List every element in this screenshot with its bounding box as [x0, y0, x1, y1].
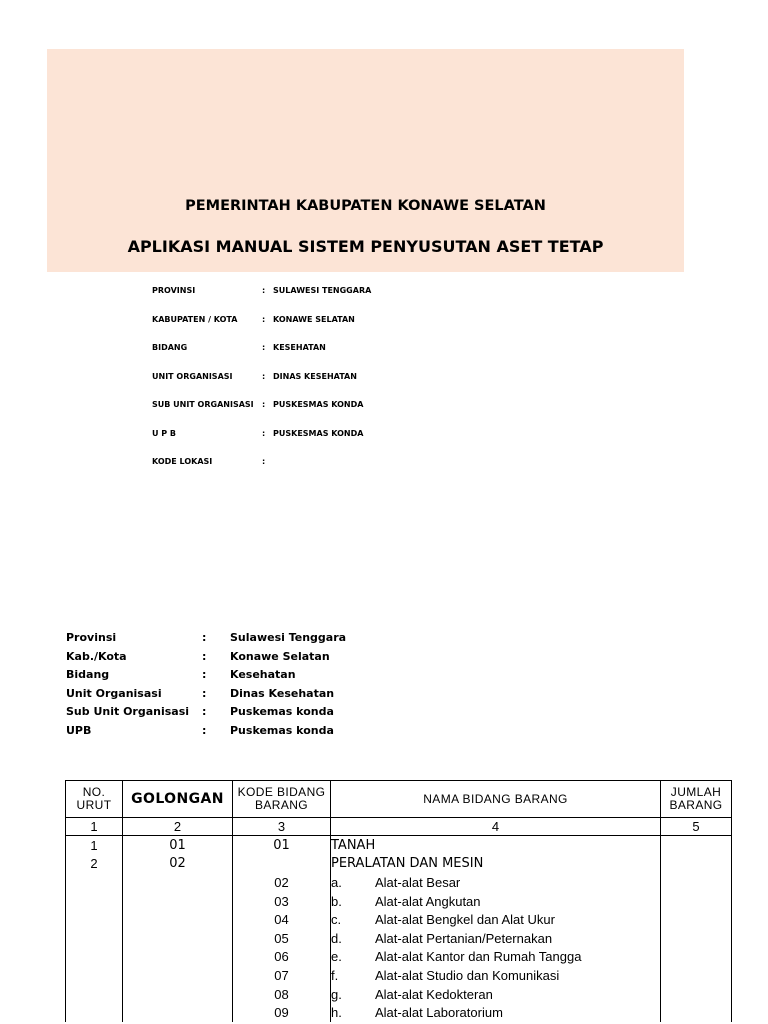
info-separator: :: [202, 631, 207, 644]
cell-golongan: [123, 910, 233, 929]
table-row: [66, 873, 732, 892]
cell-kode-bidang: [233, 855, 331, 874]
info-value: KONAWE SELATAN: [273, 314, 355, 324]
cell-nama-bidang: [331, 836, 661, 855]
info-value: Kesehatan: [230, 668, 296, 682]
info-label: Provinsi: [66, 631, 117, 644]
item-letter: b.: [331, 893, 342, 909]
cell-no-urut: [66, 929, 123, 948]
cell-jumlah-barang: [661, 892, 732, 911]
item-letter: a.: [331, 874, 342, 890]
cell-kode-bidang: 01: [233, 836, 331, 855]
cell-kode-bidang: 06: [233, 948, 331, 967]
cell-nama-bidang: [331, 892, 661, 911]
info-label: Kab./Kota: [66, 649, 127, 663]
info-label: BIDANG: [152, 343, 188, 352]
cell-no-urut: [66, 1003, 123, 1022]
government-title: PEMERINTAH KABUPATEN KONAWE SELATAN: [185, 198, 546, 214]
cell-no-urut: [66, 985, 123, 1004]
cell-kode-bidang: 07: [233, 966, 331, 985]
item-name: PERALATAN DAN MESIN: [331, 856, 484, 872]
table-row: [66, 1003, 732, 1022]
item-name: Alat-alat Studio dan Komunikasi: [375, 967, 560, 983]
info-value: SULAWESI TENGGARA: [273, 286, 372, 295]
header-golongan: GOLONGAN: [123, 781, 233, 818]
info-value: Puskemas konda: [230, 723, 334, 737]
info-separator: :: [202, 649, 207, 663]
cell-golongan: [123, 873, 233, 892]
cell-nama-bidang: [331, 948, 661, 967]
item-name: Alat-alat Laboratorium: [375, 1005, 503, 1021]
item-name: TANAH: [331, 837, 376, 853]
item-name: Alat-alat Besar: [375, 874, 461, 890]
info-separator: :: [262, 457, 266, 466]
item-name: Alat-alat Kedokteran: [375, 986, 493, 1002]
table-row: [66, 985, 732, 1004]
cell-golongan: [123, 966, 233, 985]
title-banner: [47, 49, 684, 272]
column-index: 5: [661, 818, 732, 836]
info-label: Sub Unit Organisasi: [66, 705, 190, 719]
column-index: 2: [123, 818, 233, 836]
cell-jumlah-barang: [661, 836, 732, 855]
cell-nama-bidang: [331, 1003, 661, 1022]
header-jumlah-barang: JUMLAH BARANG: [661, 781, 732, 818]
cell-golongan: [123, 929, 233, 948]
info-separator: :: [202, 705, 207, 719]
cell-kode-bidang: 04: [233, 910, 331, 929]
item-name: Alat-alat Kantor dan Rumah Tangga: [375, 949, 582, 965]
item-letter: d.: [331, 930, 342, 946]
column-index: 3: [233, 818, 331, 836]
info-value: Konawe Selatan: [230, 649, 330, 663]
info-separator: :: [202, 723, 207, 737]
item-letter: g.: [331, 986, 342, 1002]
cell-jumlah-barang: [661, 966, 732, 985]
cell-kode-bidang: 08: [233, 985, 331, 1004]
cell-no-urut: [66, 910, 123, 929]
cell-no-urut: [66, 948, 123, 967]
info-label: UNIT ORGANISASI: [152, 371, 233, 381]
info-separator: :: [202, 686, 207, 700]
info-separator: :: [262, 400, 266, 409]
table-row: [66, 948, 732, 967]
cell-golongan: 01: [123, 836, 233, 855]
cell-jumlah-barang: [661, 910, 732, 929]
cell-jumlah-barang: [661, 873, 732, 892]
cell-kode-bidang: 05: [233, 929, 331, 948]
info-label: UPB: [66, 723, 92, 737]
info-label: Bidang: [66, 668, 110, 682]
cell-golongan: 02: [123, 855, 233, 874]
item-letter: e.: [331, 949, 342, 965]
info-label: PROVINSI: [152, 286, 196, 295]
info-value: KESEHATAN: [273, 343, 326, 352]
cell-nama-bidang: [331, 929, 661, 948]
info-separator: :: [262, 428, 266, 438]
info-label: SUB UNIT ORGANISASI: [152, 400, 254, 409]
cell-jumlah-barang: [661, 985, 732, 1004]
header-no-urut: NO. URUT: [66, 781, 123, 818]
info-value: Dinas Kesehatan: [230, 686, 335, 700]
cell-jumlah-barang: [661, 1003, 732, 1022]
info-label: KABUPATEN / KOTA: [152, 314, 238, 324]
application-title: APLIKASI MANUAL SISTEM PENYUSUTAN ASET TETAP: [127, 237, 604, 256]
cell-golongan: [123, 985, 233, 1004]
info-label: U P B: [152, 428, 177, 438]
cell-no-urut: [66, 892, 123, 911]
item-letter: c.: [331, 912, 342, 928]
info-separator: :: [262, 314, 266, 324]
table-row: [66, 910, 732, 929]
cell-nama-bidang: [331, 966, 661, 985]
info-label: Unit Organisasi: [66, 686, 162, 700]
cell-nama-bidang: [331, 873, 661, 892]
info-separator: :: [262, 343, 266, 352]
item-letter: h.: [331, 1005, 342, 1021]
cell-golongan: [123, 892, 233, 911]
table-row: [66, 929, 732, 948]
cell-kode-bidang: 09: [233, 1003, 331, 1022]
cell-golongan: [123, 948, 233, 967]
table-row: [66, 836, 732, 855]
table-row: [66, 966, 732, 985]
item-name: Alat-alat Bengkel dan Alat Ukur: [375, 912, 555, 928]
info-separator: :: [262, 286, 266, 295]
info-separator: :: [202, 668, 207, 682]
info-label: KODE LOKASI: [152, 457, 213, 466]
cell-jumlah-barang: [661, 929, 732, 948]
column-index-row: [66, 818, 732, 836]
cell-kode-bidang: 02: [233, 873, 331, 892]
cell-kode-bidang: 03: [233, 892, 331, 911]
cell-jumlah-barang: [661, 948, 732, 967]
info-value: PUSKESMAS KONDA: [273, 428, 364, 438]
table-header-row: [66, 781, 732, 818]
cell-no-urut: [66, 966, 123, 985]
cell-jumlah-barang: [661, 855, 732, 874]
item-name: Alat-alat Angkutan: [375, 893, 481, 909]
column-index: 4: [331, 818, 661, 836]
cell-no-urut: 1: [66, 836, 123, 855]
cell-no-urut: 2: [66, 855, 123, 874]
cell-nama-bidang: [331, 855, 661, 874]
item-letter: f.: [331, 967, 339, 983]
table-row: [66, 855, 732, 874]
header-nama-bidang: NAMA BIDANG BARANG: [331, 781, 661, 818]
header-kode-bidang: KODE BIDANG BARANG: [233, 781, 331, 818]
cell-golongan: [123, 1003, 233, 1022]
info-value: Sulawesi Tenggara: [230, 631, 347, 644]
info-value: PUSKESMAS KONDA: [273, 400, 364, 409]
table-row: [66, 892, 732, 911]
asset-category-table: [65, 780, 732, 1022]
item-name: Alat-alat Pertanian/Peternakan: [375, 930, 553, 946]
info-value: DINAS KESEHATAN: [273, 371, 357, 381]
cell-nama-bidang: [331, 910, 661, 929]
cell-no-urut: [66, 873, 123, 892]
column-index: 1: [66, 818, 123, 836]
cell-nama-bidang: [331, 985, 661, 1004]
info-value: Puskemas konda: [230, 705, 334, 719]
info-separator: :: [262, 371, 266, 381]
